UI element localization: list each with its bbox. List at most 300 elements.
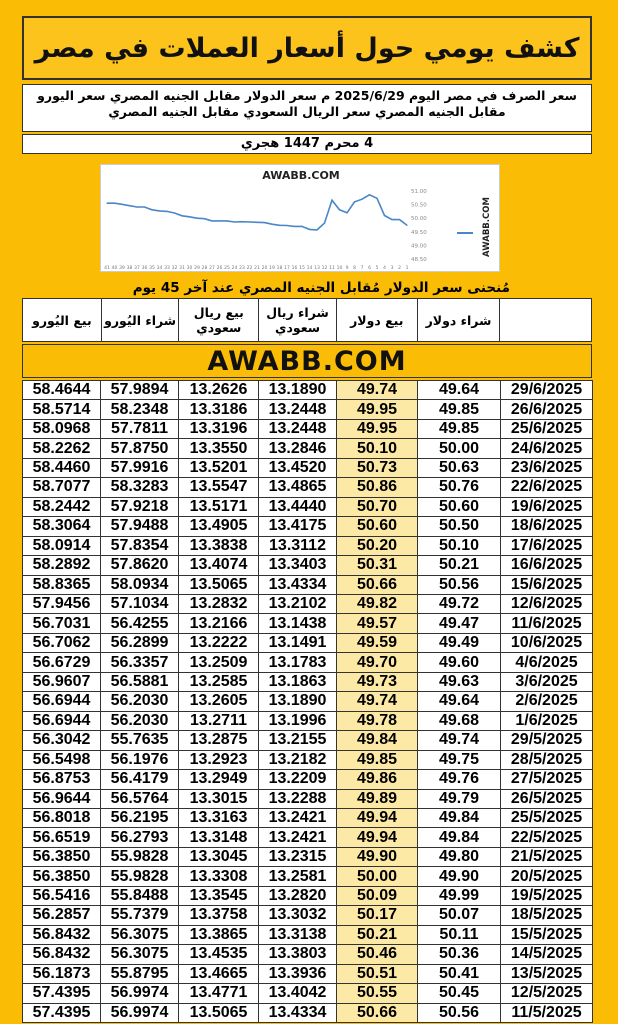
cell-sar-buy: 13.2288 — [259, 789, 337, 808]
cell-usd-buy: 50.56 — [418, 1003, 501, 1023]
cell-sar-buy: 13.2448 — [259, 400, 337, 419]
cell-usd-sell: 49.74 — [337, 692, 418, 711]
cell-sar-buy: 13.2182 — [259, 750, 337, 769]
cell-usd-sell: 49.84 — [337, 731, 418, 750]
cell-usd-sell: 50.31 — [337, 556, 418, 575]
cell-usd-buy: 49.64 — [418, 381, 501, 400]
cell-date: 1/6/2025 — [501, 711, 593, 730]
cell-eur-sell: 56.3850 — [23, 867, 101, 886]
cell-usd-sell: 50.66 — [337, 1003, 418, 1023]
cell-eur-sell: 58.2442 — [23, 497, 101, 516]
cell-usd-buy: 49.85 — [418, 419, 501, 438]
cell-eur-sell: 56.9607 — [23, 672, 101, 691]
cell-usd-buy: 49.68 — [418, 711, 501, 730]
x-tick-label: 32 — [171, 266, 178, 271]
cell-eur-buy: 55.7635 — [101, 731, 179, 750]
cell-usd-buy: 49.47 — [418, 614, 501, 633]
cell-eur-sell: 58.0914 — [23, 536, 101, 555]
cell-eur-sell: 58.4644 — [23, 381, 101, 400]
cell-eur-buy: 57.8354 — [101, 536, 179, 555]
cell-eur-sell: 56.6729 — [23, 653, 101, 672]
cell-sar-sell: 13.3163 — [179, 808, 259, 827]
cell-eur-buy: 55.8488 — [101, 886, 179, 905]
cell-sar-sell: 13.2605 — [179, 692, 259, 711]
cell-sar-sell: 13.2166 — [179, 614, 259, 633]
x-tick-label: 3 — [390, 266, 394, 271]
data-point — [181, 215, 182, 216]
cell-usd-sell: 49.89 — [337, 789, 418, 808]
cell-sar-sell: 13.2875 — [179, 731, 259, 750]
cell-eur-sell: 56.1873 — [23, 964, 101, 983]
cell-sar-buy: 13.4042 — [259, 984, 337, 1003]
cell-sar-sell: 13.4535 — [179, 945, 259, 964]
cell-eur-sell: 56.7031 — [23, 614, 101, 633]
cell-usd-buy: 50.56 — [418, 575, 501, 594]
cell-sar-sell: 13.2509 — [179, 653, 259, 672]
cell-usd-sell: 50.09 — [337, 886, 418, 905]
cell-sar-buy: 13.1438 — [259, 614, 337, 633]
table-row — [23, 945, 593, 964]
cell-eur-buy: 56.4179 — [101, 770, 179, 789]
table-row — [23, 984, 593, 1003]
cell-usd-sell: 49.95 — [337, 419, 418, 438]
cell-eur-buy: 57.8750 — [101, 439, 179, 458]
series-line — [107, 195, 407, 230]
cell-eur-buy: 56.2899 — [101, 633, 179, 652]
cell-date: 11/6/2025 — [501, 614, 593, 633]
x-tick-label: 13 — [314, 266, 320, 271]
cell-sar-buy: 13.2846 — [259, 439, 337, 458]
cell-date: 22/6/2025 — [501, 478, 593, 497]
cell-sar-buy: 13.3138 — [259, 925, 337, 944]
cell-usd-sell: 49.78 — [337, 711, 418, 730]
data-point — [346, 212, 347, 213]
exchange-description: سعر الصرف في مصر اليوم 2025/6/29 م سعر الدولار مقابل الجنيه المصري سعر اليورو مقابل الجنيه المصري سعر الريال السعودي مقابل الجنيه المصري — [22, 84, 592, 132]
cell-date: 4/6/2025 — [501, 653, 593, 672]
x-tick-label: 27 — [209, 266, 215, 271]
table-row — [23, 828, 593, 847]
cell-sar-buy: 13.1996 — [259, 711, 337, 730]
data-point — [279, 225, 280, 226]
legend-label: AWABB.COM — [482, 197, 492, 257]
table-header — [22, 298, 592, 342]
cell-eur-sell: 56.9644 — [23, 789, 101, 808]
cell-eur-sell: 58.8365 — [23, 575, 101, 594]
cell-sar-buy: 13.4865 — [259, 478, 337, 497]
table-row — [23, 789, 593, 808]
cell-sar-sell: 13.2711 — [179, 711, 259, 730]
cell-eur-sell: 58.7077 — [23, 478, 101, 497]
data-point — [211, 220, 212, 221]
data-point — [249, 221, 250, 222]
x-tick-label: 11 — [329, 266, 335, 271]
cell-date: 19/5/2025 — [501, 886, 593, 905]
cell-eur-sell: 58.3064 — [23, 517, 101, 536]
cell-eur-sell: 57.4395 — [23, 1003, 101, 1023]
cell-usd-buy: 49.84 — [418, 828, 501, 847]
x-tick-label: 30 — [186, 266, 193, 271]
x-tick-label: 23 — [239, 266, 245, 271]
data-point — [264, 222, 265, 223]
cell-eur-sell: 58.4460 — [23, 458, 101, 477]
cell-sar-sell: 13.3148 — [179, 828, 259, 847]
col-header-eur-buy: شراء اليُورو — [101, 299, 179, 341]
data-point — [369, 194, 370, 195]
cell-date: 18/5/2025 — [501, 906, 593, 925]
x-tick-label: 22 — [246, 266, 253, 271]
table-row — [23, 731, 593, 750]
table-row — [23, 808, 593, 827]
col-header-usd-buy: شراء دولار — [417, 299, 500, 341]
data-point — [196, 218, 197, 219]
cell-sar-buy: 13.3112 — [259, 536, 337, 555]
cell-sar-sell: 13.4771 — [179, 984, 259, 1003]
cell-usd-sell: 50.70 — [337, 497, 418, 516]
table-row — [23, 478, 593, 497]
cell-eur-buy: 57.9916 — [101, 458, 179, 477]
cell-usd-buy: 49.49 — [418, 633, 501, 652]
brand-banner: AWABB.COM — [22, 344, 592, 378]
cell-date: 11/5/2025 — [501, 1003, 593, 1023]
cell-usd-sell: 50.66 — [337, 575, 418, 594]
cell-eur-sell: 58.5714 — [23, 400, 101, 419]
cell-date: 15/5/2025 — [501, 925, 593, 944]
data-point — [301, 226, 302, 227]
cell-usd-sell: 49.86 — [337, 770, 418, 789]
y-tick-label: 49.00 — [411, 243, 427, 250]
cell-usd-sell: 50.73 — [337, 458, 418, 477]
x-tick-label: 7 — [360, 266, 364, 271]
cell-sar-buy: 13.1890 — [259, 692, 337, 711]
table-row — [23, 750, 593, 769]
cell-sar-buy: 13.3803 — [259, 945, 337, 964]
cell-sar-buy: 13.2421 — [259, 828, 337, 847]
cell-eur-sell: 56.8432 — [23, 945, 101, 964]
cell-date: 29/6/2025 — [501, 381, 593, 400]
cell-sar-buy: 13.2820 — [259, 886, 337, 905]
x-tick-label: 35 — [149, 266, 155, 271]
cell-sar-sell: 13.3186 — [179, 400, 259, 419]
col-header-eur-sell: بيع اليُورو — [32, 312, 92, 328]
cell-sar-sell: 13.5201 — [179, 458, 259, 477]
x-tick-label: 19 — [269, 266, 275, 271]
cell-sar-sell: 13.4074 — [179, 556, 259, 575]
cell-sar-buy: 13.4440 — [259, 497, 337, 516]
table-row — [23, 867, 593, 886]
cell-sar-sell: 13.5065 — [179, 575, 259, 594]
rates-table — [22, 380, 593, 1023]
table-row — [23, 594, 593, 613]
table-row — [23, 458, 593, 477]
data-point — [166, 211, 167, 212]
cell-usd-buy: 50.45 — [418, 984, 501, 1003]
cell-usd-sell: 49.57 — [337, 614, 418, 633]
cell-eur-sell: 56.5498 — [23, 750, 101, 769]
cell-eur-buy: 56.3075 — [101, 925, 179, 944]
cell-sar-buy: 13.3936 — [259, 964, 337, 983]
cell-sar-sell: 13.5547 — [179, 478, 259, 497]
data-point — [384, 215, 385, 216]
cell-eur-buy: 56.4255 — [101, 614, 179, 633]
cell-date: 25/5/2025 — [501, 808, 593, 827]
cell-eur-buy: 56.2793 — [101, 828, 179, 847]
data-point — [151, 209, 152, 210]
cell-usd-sell: 49.85 — [337, 750, 418, 769]
x-tick-label: 40 — [111, 266, 118, 271]
cell-eur-sell: 56.5416 — [23, 886, 101, 905]
data-point — [376, 198, 377, 199]
cell-usd-sell: 49.94 — [337, 808, 418, 827]
x-tick-label: 2 — [398, 266, 401, 271]
cell-usd-buy: 49.74 — [418, 731, 501, 750]
cell-sar-buy: 13.4175 — [259, 517, 337, 536]
y-tick-label: 49.50 — [411, 229, 427, 236]
cell-eur-buy: 56.5764 — [101, 789, 179, 808]
cell-usd-sell: 49.95 — [337, 400, 418, 419]
data-point — [174, 212, 175, 213]
cell-usd-buy: 50.11 — [418, 925, 501, 944]
cell-usd-sell: 49.74 — [337, 381, 418, 400]
cell-sar-buy: 13.4334 — [259, 1003, 337, 1023]
x-tick-label: 31 — [179, 266, 185, 271]
hijri-date: 4 محرم 1447 هجري — [22, 134, 592, 154]
cell-eur-sell: 56.6944 — [23, 692, 101, 711]
cell-date: 2/6/2025 — [501, 692, 593, 711]
cell-date: 27/5/2025 — [501, 770, 593, 789]
cell-sar-buy: 13.1491 — [259, 633, 337, 652]
table-row — [23, 517, 593, 536]
cell-eur-buy: 57.9894 — [101, 381, 179, 400]
table-row — [23, 672, 593, 691]
table-row — [23, 847, 593, 866]
cell-sar-sell: 13.3196 — [179, 419, 259, 438]
x-tick-label: 34 — [156, 266, 163, 271]
cell-sar-sell: 13.3015 — [179, 789, 259, 808]
x-tick-label: 14 — [306, 266, 313, 271]
data-point — [324, 223, 325, 224]
cell-eur-sell: 56.8432 — [23, 925, 101, 944]
cell-eur-buy: 57.9218 — [101, 497, 179, 516]
cell-eur-buy: 58.3283 — [101, 478, 179, 497]
x-tick-label: 26 — [216, 266, 223, 271]
col-header-date — [499, 299, 591, 341]
cell-date: 22/5/2025 — [501, 828, 593, 847]
cell-sar-buy: 13.2421 — [259, 808, 337, 827]
table-row — [23, 536, 593, 555]
cell-date: 29/5/2025 — [501, 731, 593, 750]
cell-usd-buy: 50.10 — [418, 536, 501, 555]
chart-caption: مُنحنى سعر الدولار مُقابل الجنيه المصري عند آخر 45 يوم — [132, 280, 510, 296]
x-tick-label: 5 — [375, 266, 379, 271]
data-point — [129, 205, 130, 206]
cell-sar-sell: 13.3045 — [179, 847, 259, 866]
x-tick-label: 10 — [336, 266, 343, 271]
x-tick-label: 41 — [104, 266, 110, 271]
x-tick-label: 21 — [254, 266, 260, 271]
cell-sar-buy: 13.4520 — [259, 458, 337, 477]
cell-usd-buy: 49.76 — [418, 770, 501, 789]
data-point — [241, 221, 242, 222]
data-point — [361, 199, 362, 200]
cell-sar-sell: 13.4665 — [179, 964, 259, 983]
x-tick-label: 17 — [284, 266, 290, 271]
col-header-usd-sell: بيع دولار — [336, 299, 417, 341]
col-header-sar-buy: شراء ريال سعودي — [258, 299, 336, 341]
cell-sar-buy: 13.2155 — [259, 731, 337, 750]
cell-sar-sell: 13.5065 — [179, 1003, 259, 1023]
cell-usd-buy: 49.85 — [418, 400, 501, 419]
cell-eur-sell: 56.3850 — [23, 847, 101, 866]
cell-date: 24/6/2025 — [501, 439, 593, 458]
x-tick-label: 20 — [261, 266, 268, 271]
page-title: كشف يومي حول أسعار العملات في مصر — [22, 16, 592, 80]
cell-usd-sell: 50.86 — [337, 478, 418, 497]
y-tick-label: 51.00 — [411, 189, 427, 195]
cell-date: 17/6/2025 — [501, 536, 593, 555]
y-tick-label: 50.50 — [411, 202, 427, 209]
table-row — [23, 575, 593, 594]
cell-eur-sell: 56.6519 — [23, 828, 101, 847]
cell-sar-sell: 13.3545 — [179, 886, 259, 905]
chart-svg — [101, 165, 499, 271]
table-row — [23, 770, 593, 789]
cell-eur-buy: 56.5881 — [101, 672, 179, 691]
cell-eur-sell: 56.7062 — [23, 633, 101, 652]
cell-date: 15/6/2025 — [501, 575, 593, 594]
cell-usd-sell: 49.70 — [337, 653, 418, 672]
cell-sar-buy: 13.3403 — [259, 556, 337, 575]
data-point — [219, 220, 220, 221]
cell-eur-sell: 58.2262 — [23, 439, 101, 458]
data-point — [331, 200, 332, 201]
cell-eur-sell: 56.2857 — [23, 906, 101, 925]
table-row — [23, 400, 593, 419]
col-header-sar-sell: بيع ريال سعودي — [178, 299, 258, 341]
cell-eur-buy: 57.9488 — [101, 517, 179, 536]
dollar-curve-chart — [100, 164, 500, 272]
cell-usd-sell: 50.46 — [337, 945, 418, 964]
cell-date: 19/6/2025 — [501, 497, 593, 516]
cell-usd-sell: 50.10 — [337, 439, 418, 458]
cell-eur-sell: 56.8018 — [23, 808, 101, 827]
cell-eur-sell: 56.6944 — [23, 711, 101, 730]
cell-sar-buy: 13.2102 — [259, 594, 337, 613]
data-point — [226, 220, 227, 221]
y-tick-label: 48.50 — [411, 257, 427, 263]
cell-date: 3/6/2025 — [501, 672, 593, 691]
cell-usd-buy: 50.41 — [418, 964, 501, 983]
cell-sar-buy: 13.4334 — [259, 575, 337, 594]
data-point — [234, 221, 235, 222]
data-point — [271, 224, 272, 225]
cell-usd-sell: 50.00 — [337, 867, 418, 886]
cell-usd-sell: 49.59 — [337, 633, 418, 652]
cell-date: 28/5/2025 — [501, 750, 593, 769]
cell-eur-buy: 56.2030 — [101, 692, 179, 711]
x-tick-label: 1 — [405, 266, 409, 271]
data-point — [114, 203, 115, 204]
cell-sar-sell: 13.4905 — [179, 517, 259, 536]
cell-usd-buy: 49.79 — [418, 789, 501, 808]
cell-usd-buy: 50.60 — [418, 497, 501, 516]
cell-usd-buy: 49.84 — [418, 808, 501, 827]
table-row — [23, 692, 593, 711]
cell-eur-sell: 56.8753 — [23, 770, 101, 789]
data-point — [256, 222, 257, 223]
cell-date: 18/6/2025 — [501, 517, 593, 536]
cell-usd-buy: 50.00 — [418, 439, 501, 458]
cell-sar-sell: 13.2832 — [179, 594, 259, 613]
cell-date: 12/5/2025 — [501, 984, 593, 1003]
x-tick-label: 16 — [291, 266, 298, 271]
cell-sar-buy: 13.3032 — [259, 906, 337, 925]
cell-usd-buy: 50.36 — [418, 945, 501, 964]
cell-eur-buy: 56.2195 — [101, 808, 179, 827]
data-point — [399, 219, 400, 220]
cell-sar-sell: 13.2585 — [179, 672, 259, 691]
x-tick-label: 39 — [119, 266, 125, 271]
cell-usd-buy: 49.64 — [418, 692, 501, 711]
cell-sar-sell: 13.2923 — [179, 750, 259, 769]
data-point — [309, 229, 310, 230]
cell-eur-sell: 58.2892 — [23, 556, 101, 575]
x-tick-label: 25 — [224, 266, 230, 271]
table-row — [23, 419, 593, 438]
cell-eur-buy: 55.7379 — [101, 906, 179, 925]
cell-date: 21/5/2025 — [501, 847, 593, 866]
table-row — [23, 497, 593, 516]
table-row — [23, 711, 593, 730]
cell-usd-buy: 49.75 — [418, 750, 501, 769]
cell-sar-sell: 13.2949 — [179, 770, 259, 789]
x-tick-label: 6 — [368, 266, 371, 271]
data-point — [286, 225, 287, 226]
x-tick-label: 36 — [141, 266, 148, 271]
table-row — [23, 556, 593, 575]
cell-sar-sell: 13.3550 — [179, 439, 259, 458]
x-tick-label: 33 — [164, 266, 170, 271]
cell-usd-buy: 49.80 — [418, 847, 501, 866]
cell-date: 23/6/2025 — [501, 458, 593, 477]
table-row — [23, 653, 593, 672]
data-point — [189, 216, 190, 217]
data-point — [391, 219, 392, 220]
cell-date: 10/6/2025 — [501, 633, 593, 652]
data-point — [121, 204, 122, 205]
cell-eur-buy: 56.9974 — [101, 1003, 179, 1023]
cell-sar-buy: 13.1890 — [259, 381, 337, 400]
cell-eur-buy: 57.8620 — [101, 556, 179, 575]
cell-sar-sell: 13.3838 — [179, 536, 259, 555]
cell-usd-buy: 50.76 — [418, 478, 501, 497]
cell-eur-sell: 57.9456 — [23, 594, 101, 613]
data-point — [106, 203, 107, 204]
x-tick-label: 4 — [383, 266, 386, 271]
cell-usd-sell: 49.90 — [337, 847, 418, 866]
cell-sar-sell: 13.3758 — [179, 906, 259, 925]
table-row — [23, 381, 593, 400]
cell-usd-sell: 50.51 — [337, 964, 418, 983]
data-point — [204, 218, 205, 219]
x-tick-label: 38 — [126, 266, 133, 271]
data-point — [294, 226, 295, 227]
cell-usd-sell: 49.82 — [337, 594, 418, 613]
x-tick-label: 9 — [345, 266, 349, 271]
cell-usd-buy: 50.21 — [418, 556, 501, 575]
data-point — [159, 210, 160, 211]
x-tick-label: 15 — [299, 266, 305, 271]
x-tick-label: 8 — [353, 266, 356, 271]
